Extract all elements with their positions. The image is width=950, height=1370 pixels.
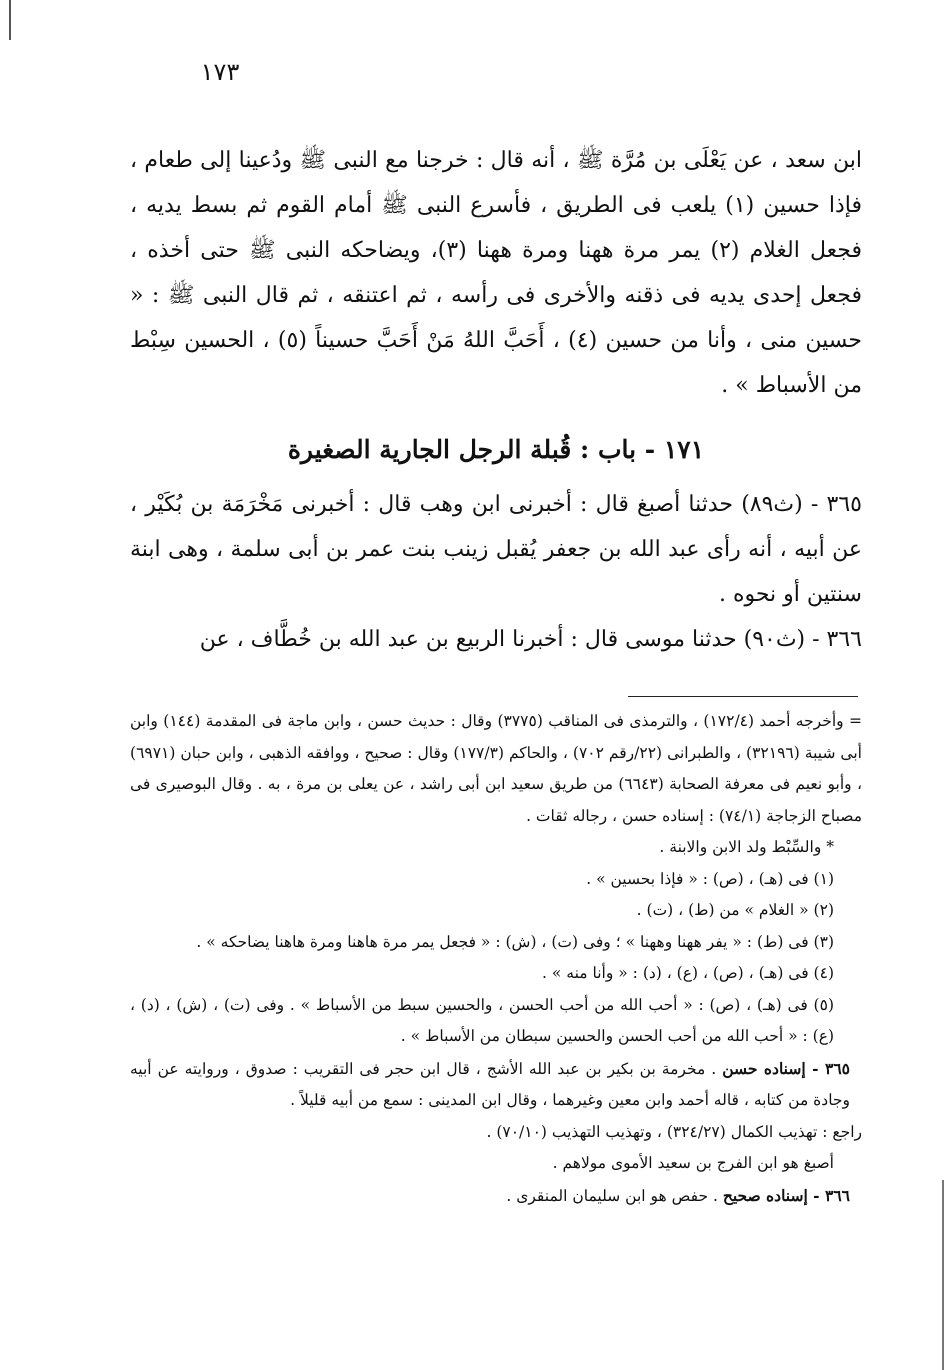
footnote-variant-2: (٢) « الغلام » من (ط) ، (ت) .	[636, 901, 834, 919]
footnotes	[130, 706, 862, 1212]
note-365-asbagh: أصبغ هو ابن الفرج بن سعيد الأموى مولاهم .	[552, 1154, 834, 1172]
note-365-text: . مخرمة بن بكير بن عبد الله الأشج ، قال ابن حجر فى التقريب : صدوق ، وروايته عن أبيه وجادة من كتابه ، قاله أحمد وابن معين وغيرهما ، وقال ابن المدينى : سمع من أبيه قليلاً .	[130, 1059, 850, 1109]
footnote-variant-3: (٣) فى (ط) : « يفر ههنا وههنا » ؛ وفى (ت) ، (ش) : « فجعل يمر مرة هاهنا ومرة هاهنا يضاحكه » .	[196, 932, 834, 951]
note-365-reference: راجع : تهذيب الكمال (٣٢٤/٢٧) ، وتهذيب التهذيب (٧٠/١٠) .	[486, 1122, 862, 1141]
chapter-heading: ١٧١ - باب : قُبلة الرجل الجارية الصغيرة	[287, 435, 705, 464]
footnote-variant-5: (٥) فى (هـ) ، (ص) : « أحب الله من أحب الحسن ، والحسين سبط من الأسباط » . وفى (ت) ، (ش) ، (د) ، (ع) : « أحب الله من أحب الحسن والحسين سبطان من الأسباط » .	[130, 995, 834, 1045]
page-number: ١٧٣	[200, 58, 240, 86]
note-366-text: . حفص هو ابن سليمان المنقرى .	[506, 1186, 718, 1205]
footnote-sibt: * والسِّبْط ولد الابن والابنة .	[659, 838, 834, 856]
footnote-separator	[628, 696, 858, 697]
hadith-366: ٣٦٦ - (ث٩٠) حدثنا موسى قال : أخبرنا الربيع بن عبد الله بن خُطَّاف ، عن	[199, 627, 862, 652]
footnote-variant-1: (١) فى (هـ) ، (ص) : « فإذا بحسين » .	[586, 869, 834, 888]
note-365-label: ٣٦٥ - إسناده حسن	[722, 1058, 851, 1078]
note-366	[130, 1180, 862, 1213]
page-edge-left	[9, 0, 11, 40]
hadith-365: ٣٦٥ - (ث٨٩) حدثنا أصبغ قال : أخبرنى ابن وهب قال : أخبرنى مَخْرَمَة بن بُكَيْر ، عن أبيه ، أنه رأى عبد الله بن جعفر يُقبل زينب بنت عمر بن أبى سلمة ، وهى ابنة سنتين أو نحوه .	[130, 492, 862, 607]
footnote-variant-4: (٤) فى (هـ) ، (ص) ، (ع) ، (د) : « وأنا منه » .	[542, 964, 834, 982]
page-edge-right	[942, 1180, 944, 1370]
main-text	[130, 138, 862, 662]
footnote-takhrij: = وأخرجه أحمد (١٧٢/٤) ، والترمذى فى المناقب (٣٧٧٥) وقال : حديث حسن ، وابن ماجة فى المقدمة (١٤٤) وابن أبى شيبة (٣٢١٩٦) ، والطبرانى (٢٢/رقم ٧٠٢) ، والحاكم (١٧٧/٣) وقال : صحيح ، ووافقه الذهبى ، وابن حبان (٦٩٧١) ، وأبو نعيم فى معرفة الصحابة (٦٦٤٣) من طريق سعيد ابن أبى راشد ، عن يعلى بن مرة ، به . وقال البوصيرى فى مصباح الزجاجة (٧٤/١) : إسناده حسن ، رجاله ثقات .	[130, 712, 863, 825]
hadith-continuation: ابن سعد ، عن يَعْلَى بن مُرَّة ﷺ ، أنه قال : خرجنا مع النبى ﷺ ودُعينا إلى طعام ، فإذا حسين (١) يلعب فى الطريق ، فأسرع النبى ﷺ أمام القوم ثم بسط يديه ، فجعل الغلام (٢) يمر مرة ههنا ومرة ههنا (٣)، ويضاحكه النبى ﷺ حتى أخذه ، فجعل إحدى يديه فى ذقنه والأخرى فى رأسه ، ثم اعتنقه ، ثم قال النبى ﷺ : « حسين منى ، وأنا من حسين (٤) ، أَحَبَّ اللهُ مَنْ أَحَبَّ حسيناً (٥) ، الحسين سِبْط من الأسباط » .	[130, 148, 863, 398]
note-365	[130, 1053, 862, 1117]
note-366-label: ٣٦٦ - إسناده صحيح	[722, 1185, 850, 1205]
